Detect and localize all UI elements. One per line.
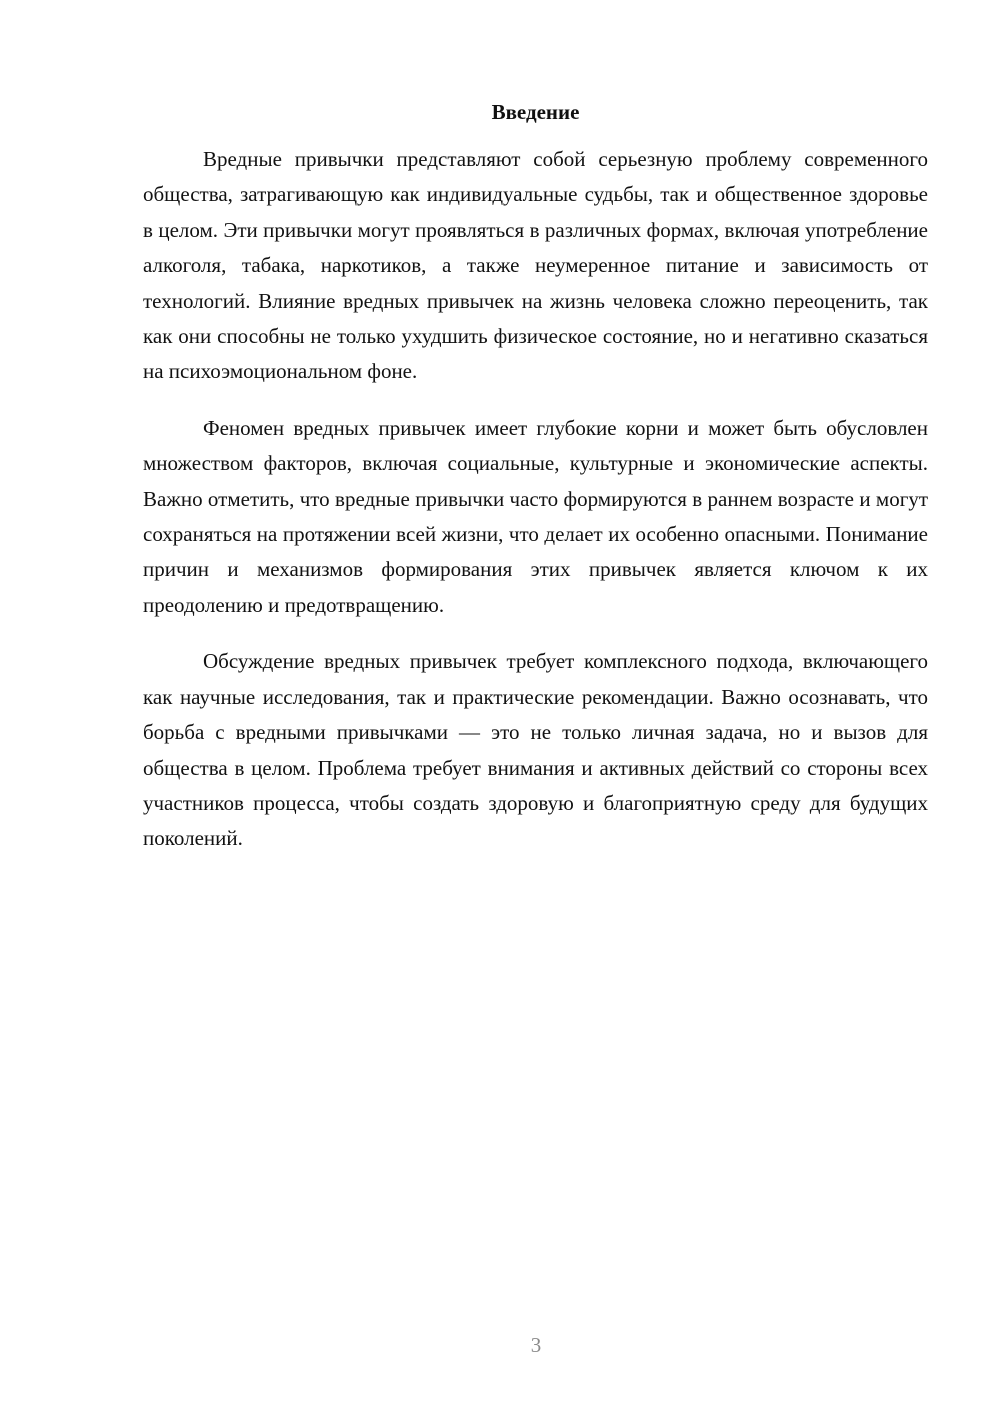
body-text [143, 142, 928, 878]
paragraph-1: Вредные привычки представляют собой серьезную проблему современного общества, затрагивающую как индивидуальные судьбы, так и общественное здоровье в целом. Эти привычки могут проявляться в различных формах, включая употребление алкоголя, табака, наркотиков, а также неумеренное питание и зависимость от технологий. Влияние вредных привычек на жизнь человека сложно переоценить, так как они способны не только ухудшить физическое состояние, но и негативно сказаться на психоэмоциональном фоне. [143, 147, 928, 384]
section-title: Введение [491, 100, 580, 124]
paragraph-3: Обсуждение вредных привычек требует комплексного подхода, включающего как научные исследования, так и практические рекомендации. Важно осознавать, что борьба с вредными привычками — это не только личная задача, но и вызов для общества в целом. Проблема требует внимания и активных действий со стороны всех участников процесса, чтобы создать здоровую и благоприятную среду для будущих поколений. [143, 649, 928, 851]
page-number: 3 [530, 1333, 542, 1357]
paragraph-2: Феномен вредных привычек имеет глубокие корни и может быть обусловлен множеством факторов, включая социальные, культурные и экономические аспекты. Важно отметить, что вредные привычки часто формируются в раннем возрасте и могут сохраняться на протяжении всей жизни, что делает их особенно опасными. Понимание причин и механизмов формирования этих привычек является ключом к их преодолению и предотвращению. [143, 415, 928, 617]
